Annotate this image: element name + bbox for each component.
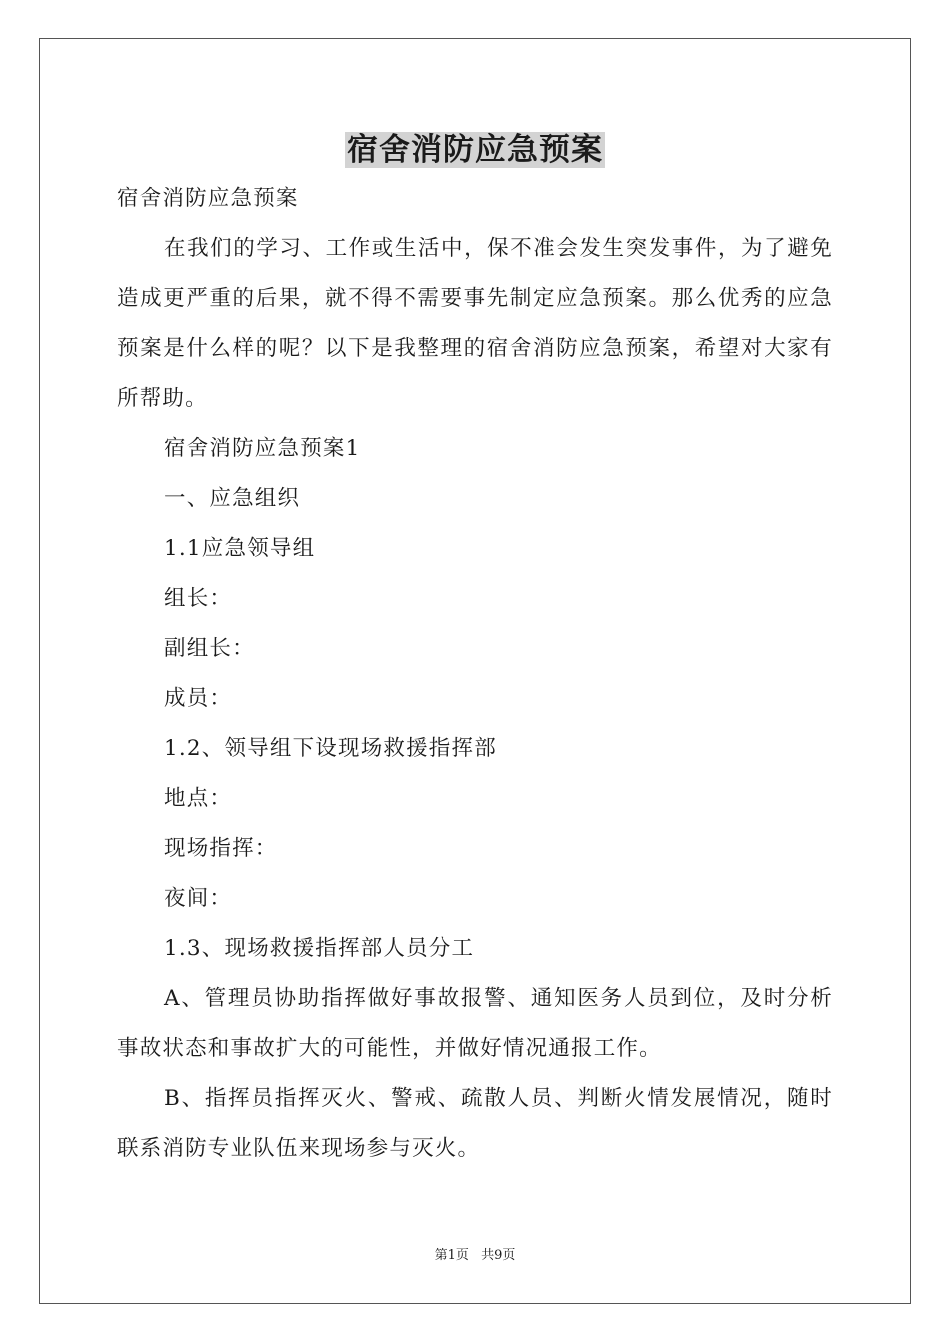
paragraph: 组长： (164, 586, 233, 611)
page-number: 第1页 (434, 1248, 469, 1263)
document-title-text: 宿舍消防应急预案 (347, 132, 603, 168)
page-footer (0, 1246, 950, 1266)
paragraph: 夜间： (164, 886, 233, 911)
page-total: 共9页 (481, 1248, 516, 1263)
paragraph: 1.3、现场救援指挥部人员分工 (164, 936, 475, 961)
paragraph: B、指挥员指挥灭火、警戒、疏散人员、判断火情发展情况，随时联系消防专业队伍来现场参与灭火。 (117, 1086, 833, 1161)
paragraph: 1.2、领导组下设现场救援指挥部 (164, 736, 497, 761)
paragraph: 1.1应急领导组 (164, 536, 316, 561)
paragraph: 一、应急组织 (164, 486, 301, 511)
paragraph: 副组长： (164, 636, 255, 661)
paragraph: A、管理员协助指挥做好事故报警、通知医务人员到位，及时分析事故状态和事故扩大的可能性，并做好情况通报工作。 (117, 986, 833, 1061)
paragraph: 成员： (164, 686, 233, 711)
paragraph: 宿舍消防应急预案1 (164, 436, 361, 461)
paragraph: 地点： (164, 786, 233, 811)
document-title (0, 128, 950, 172)
paragraph: 在我们的学习、工作或生活中，保不准会发生突发事件，为了避免造成更严重的后果，就不得不需要事先制定应急预案。那么优秀的应急预案是什么样的呢？以下是我整理的宿舍消防应急预案，希望对大家有所帮助。 (117, 236, 833, 411)
paragraph: 现场指挥： (164, 836, 278, 861)
paragraph: 宿舍消防应急预案 (117, 186, 299, 211)
document-body (117, 174, 833, 1174)
